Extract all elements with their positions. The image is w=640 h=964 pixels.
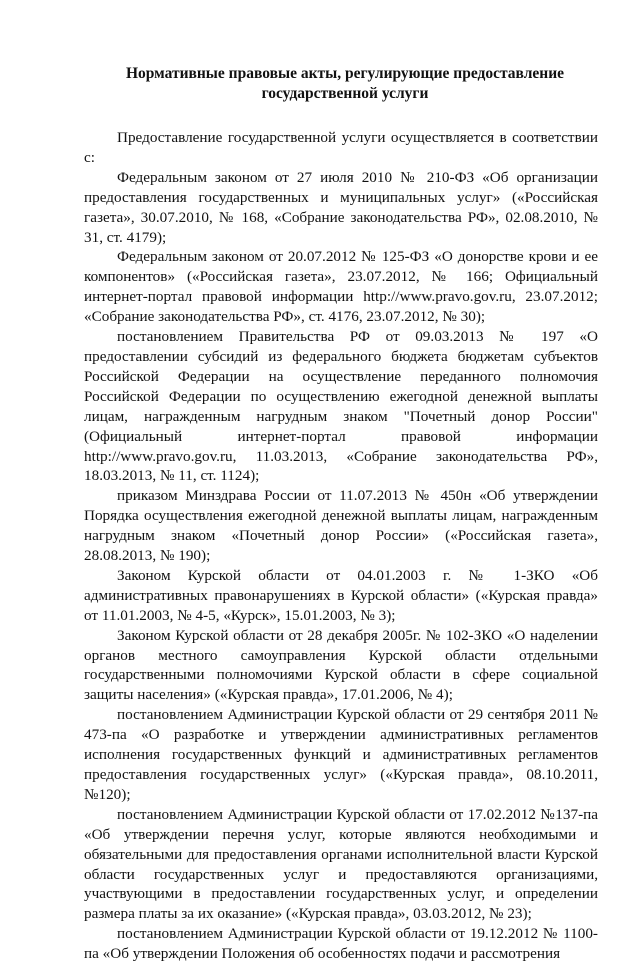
legal-act-item: постановлением Администрации Курской области от 19.12.2012 № 1100-па «Об утверждении Положения об особенностях подачи и рассмотрения [84,925,598,963]
legal-act-item: постановлением Администрации Курской области от 17.02.2012 №137-па «Об утверждении перечня услуг, которые являются необходимыми и обязательными для предоставления органами исполнительной власти Курской области государственных услуг и предоставляются организациями, участвующими в предоставлении государственных услуг, и определении размера платы за их оказание» («Курская правда», 03.03.2012, № 23); [84,805,598,923]
legal-act-item: Федеральным законом от 27 июля 2010 № 210-ФЗ «Об организации предоставления государственных и муниципальных услуг» («Российская газета», 30.07.2010, № 168, «Собрание законодательства РФ», 02.08.2010, № 31, ст. 4179); [84,168,598,246]
legal-act-item: Законом Курской области от 28 декабря 2005г. № 102-ЗКО «О наделении органов местного самоуправления Курской области отдельными государственными полномочиями Курской области в сфере социальной защиты населения» («Курская правда», 17.01.2006, № 4); [84,626,598,704]
title-line-2: государственной услуги [261,85,429,102]
title-line-1: Нормативные правовые акты, регулирующие предоставление [125,65,565,82]
document-body [84,128,598,964]
legal-act-item: Федеральным законом от 20.07.2012 № 125-ФЗ «О донорстве крови и ее компонентов» («Российская газета», 23.07.2012, № 166; Официальный интернет-портал правовой информации http://www.pravo.gov.ru, 23.07.2012; «Собрание законодательства РФ», ст. 4176, 23.07.2012, № 30); [84,248,598,326]
legal-act-item: приказом Минздрава России от 11.07.2013 № 450н «Об утверждении Порядка осуществления ежегодной денежной выплаты лицам, награжденным нагрудным знаком «Почетный донор России» («Российская газета», 28.08.2013, № 190); [84,487,598,565]
legal-act-item: Законом Курской области от 04.01.2003 г. № 1-ЗКО «Об административных правонарушениях в Курской области» («Курская правда» от 11.01.2003, № 4-5, «Курск», 15.01.2003, № 3); [84,566,598,624]
legal-act-item: постановлением Администрации Курской области от 29 сентября 2011 № 473-па «О разработке и утверждении административных регламентов исполнения государственных функций и административных регламентов предоставления государственных услуг» («Курская правда», 08.10.2011, №120); [84,706,598,803]
intro-paragraph: Предоставление государственной услуги осуществляется в соответствии с: [84,129,598,166]
document-title [84,64,598,104]
legal-act-item: постановлением Правительства РФ от 09.03.2013 № 197 «О предоставлении субсидий из федерального бюджета бюджетам субъектов Российской Федерации на осуществление переданного полномочия Российской Федерации по осуществлению ежегодной денежной выплаты лицам, награжденным нагрудным знаком "Почетный донор России" (Официальный интернет-портал правовой информации http://www.pravo.gov.ru, 11.03.2013, «Собрание законодательства РФ», 18.03.2013, № 11, ст. 1124); [84,328,598,485]
